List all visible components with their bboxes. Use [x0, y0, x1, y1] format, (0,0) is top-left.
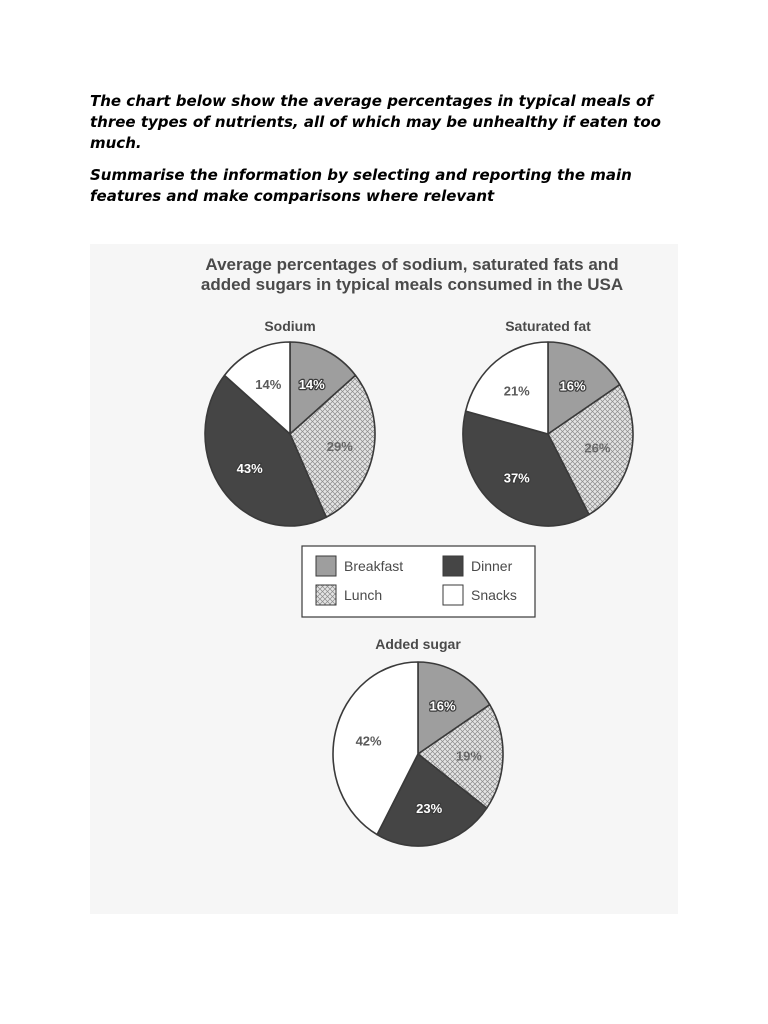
chart-title-line2: added sugars in typical meals consumed in the USA: [200, 275, 624, 294]
slice-label-added-sugar-dinner: 23%: [416, 800, 443, 816]
chart-title-line1: Average percentages of sodium, saturated fats and: [205, 255, 619, 274]
legend-swatch-lunch: [316, 585, 336, 605]
slice-label-added-sugar-lunch: 19%: [455, 748, 482, 764]
legend-box: [302, 546, 535, 617]
pie-title-added-sugar: Added sugar: [375, 636, 461, 652]
slice-label-sodium-breakfast: 14%: [298, 377, 325, 393]
slice-label-sodium-lunch: 29%: [326, 439, 353, 455]
legend-label-lunch: Lunch: [344, 587, 383, 603]
slice-label-saturated-fat-snacks: 21%: [503, 383, 530, 399]
legend-label-dinner: Dinner: [471, 558, 513, 574]
legend: [302, 546, 535, 617]
slice-label-added-sugar-breakfast: 16%: [429, 698, 456, 714]
slice-label-saturated-fat-lunch: 26%: [584, 440, 611, 456]
legend-swatch-dinner: [443, 556, 463, 576]
pie-added-sugar: [333, 662, 503, 846]
slice-label-sodium-dinner: 43%: [236, 460, 263, 476]
task-instruction: The chart below show the average percentages in typical meals of three types of nutrients, all of which may be unhealthy if eaten too much.: [90, 92, 661, 152]
legend-swatch-breakfast: [316, 556, 336, 576]
chart-figure: [90, 244, 678, 914]
slice-label-saturated-fat-dinner: 37%: [503, 470, 530, 486]
task-summary-instruction: Summarise the information by selecting and reporting the main features and make comparisons where relevant: [90, 166, 632, 205]
legend-label-snacks: Snacks: [471, 587, 517, 603]
legend-swatch-snacks: [443, 585, 463, 605]
pie-sodium: [205, 342, 375, 526]
slice-label-added-sugar-snacks: 42%: [355, 733, 382, 749]
pie-title-saturated-fat: Saturated fat: [505, 318, 591, 334]
pie-title-sodium: Sodium: [264, 318, 316, 334]
pie-saturated-fat: [463, 342, 633, 526]
legend-label-breakfast: Breakfast: [344, 558, 404, 574]
slice-label-sodium-snacks: 14%: [255, 377, 282, 393]
pie-charts: [90, 244, 678, 914]
slice-label-saturated-fat-breakfast: 16%: [559, 378, 586, 394]
